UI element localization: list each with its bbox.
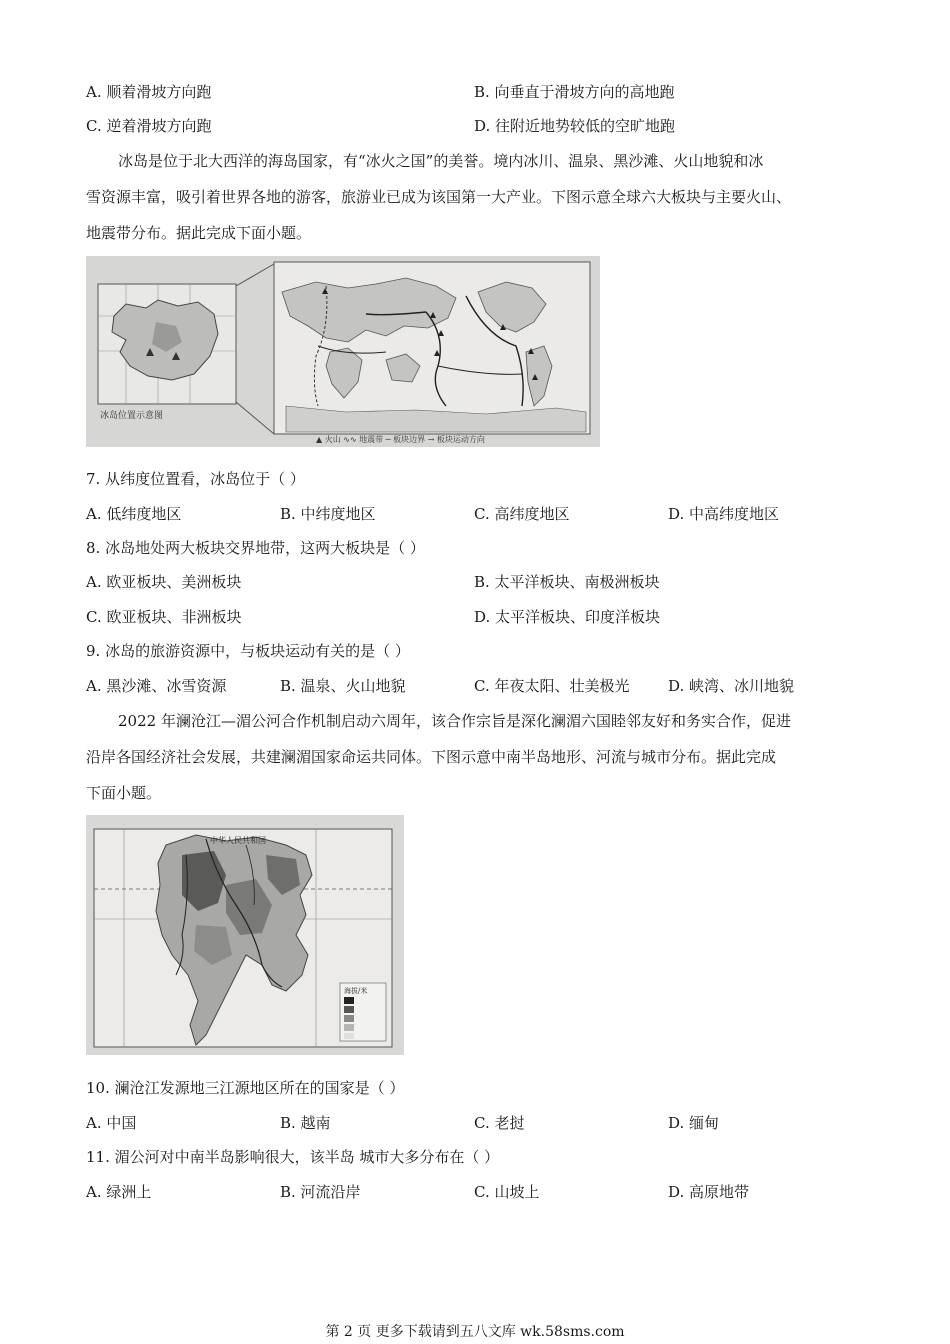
q7-option-c: C. 高纬度地区 [474,505,570,523]
q6-option-c: C. 逆着滑坡方向跑 [86,117,212,135]
q9-option-a: A. 黑沙滩、冰雪资源 [86,677,227,695]
q8-option-a: A. 欧亚板块、美洲板块 [86,573,242,591]
passage1-line3: 地震带分布。据此完成下面小题。 [86,224,312,242]
q11-option-a: A. 绿洲上 [86,1183,152,1201]
q9-stem: 9. 冰岛的旅游资源中，与板块运动有关的是（ ） [86,642,410,660]
q6-option-d: D. 往附近地势较低的空旷地跑 [474,117,676,135]
q11-option-d: D. 高原地带 [668,1183,750,1201]
q10-option-c: C. 老挝 [474,1114,525,1132]
q10-option-a: A. 中国 [86,1114,137,1132]
q6-option-b: B. 向垂直于滑坡方向的高地跑 [474,83,675,101]
indochina-map-figure [86,815,404,1055]
passage1-line2: 雪资源丰富，吸引着世界各地的游客，旅游业已成为该国第一大产业。下图示意全球六大板块与主要火山、 [86,188,792,206]
q11-stem: 11. 湄公河对中南半岛影响很大，该半岛 城市大多分布在（ ） [86,1148,500,1166]
q8-option-c: C. 欧亚板块、非洲板块 [86,608,242,626]
q9-option-b: B. 温泉、火山地貌 [280,677,406,695]
q7-option-d: D. 中高纬度地区 [668,505,780,523]
q11-option-c: C. 山坡上 [474,1183,540,1201]
passage2-line2: 沿岸各国经济社会发展，共建澜湄国家命运共同体。下图示意中南半岛地形、河流与城市分布。据此完成 [86,748,777,766]
q10-option-d: D. 缅甸 [668,1114,720,1132]
q10-stem: 10. 澜沧江发源地三江源地区所在的国家是（ ） [86,1079,405,1097]
plates-map-legend: ▲ 火山 ∿∿ 地震带 ─ 板块边界 → 板块运动方向 [316,435,485,444]
passage2-line3: 下面小题。 [86,784,162,802]
q7-stem: 7. 从纬度位置看，冰岛位于（ ） [86,470,305,488]
q10-option-b: B. 越南 [280,1114,331,1132]
plates-map-figure [86,256,600,447]
q6-option-a: A. 顺着滑坡方向跑 [86,83,212,101]
q9-option-d: D. 峡湾、冰川地貌 [668,677,795,695]
q8-option-d: D. 太平洋板块、印度洋板块 [474,608,661,626]
china-label: 中华人民共和国 [210,836,266,845]
page-footer: 第 2 页 更多下载请到五八文库 wk.58sms.com [325,1324,625,1340]
iceland-inset-caption: 冰岛位置示意图 [100,411,164,421]
passage2-line1: 2022 年澜沧江—湄公河合作机制启动六周年，该合作宗旨是深化澜湄六国睦邻友好和务实合作，促进 [118,712,791,730]
q8-option-b: B. 太平洋板块、南极洲板块 [474,573,660,591]
passage1-line1: 冰岛是位于北大西洋的海岛国家，有“冰火之国”的美誉。境内冰川、温泉、黑沙滩、火山地貌和冰 [118,152,764,170]
elevation-legend-title: 海拔/米 [344,987,368,995]
q9-option-c: C. 年夜太阳、壮美极光 [474,677,630,695]
q7-option-b: B. 中纬度地区 [280,505,376,523]
q7-option-a: A. 低纬度地区 [86,505,182,523]
q8-stem: 8. 冰岛地处两大板块交界地带，这两大板块是（ ） [86,539,425,557]
q11-option-b: B. 河流沿岸 [280,1183,361,1201]
